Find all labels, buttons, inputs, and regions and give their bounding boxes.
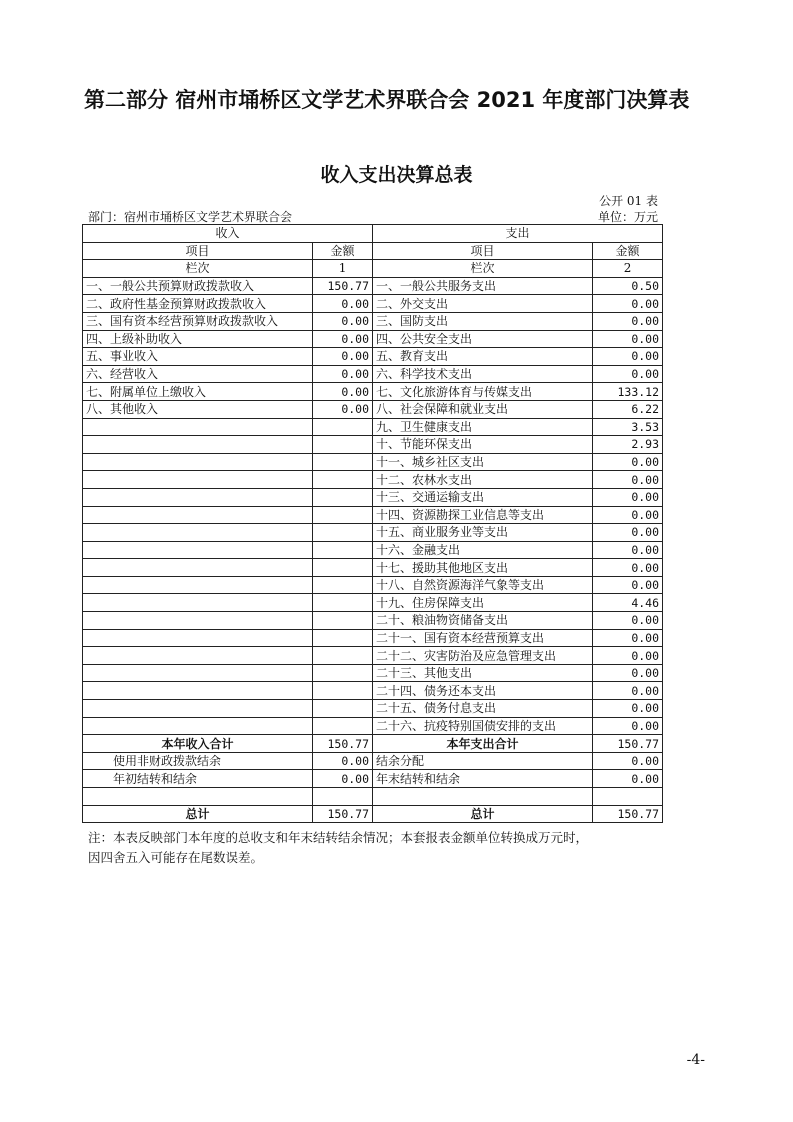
- expense-amount-cell: 0.00: [593, 559, 663, 577]
- unit-label: 单位：万元: [597, 210, 658, 224]
- table-row: [83, 295, 663, 313]
- expense-amount-cell: 0.00: [593, 664, 663, 682]
- header-row-section: [83, 225, 663, 243]
- income-item-cell: [83, 594, 313, 612]
- income-amount-cell: [313, 700, 373, 718]
- income-item-cell: [83, 541, 313, 559]
- income-item-cell: [83, 559, 313, 577]
- expense-amount-cell: 4.46: [593, 594, 663, 612]
- expense-item-cell: 十三、交通运输支出: [373, 488, 593, 506]
- row-no-label: 栏次: [83, 260, 313, 278]
- empty-cell: [313, 788, 373, 806]
- expense-item-cell: 十七、援助其他地区支出: [373, 559, 593, 577]
- income-amount-cell: 0.00: [313, 383, 373, 401]
- table-row: [83, 400, 663, 418]
- table-row: [83, 576, 663, 594]
- table-row: [83, 365, 663, 383]
- income-item-cell: 七、附属单位上缴收入: [83, 383, 313, 401]
- expense-amount-cell: 0.00: [593, 717, 663, 735]
- table-row: [83, 277, 663, 295]
- income-item-cell: 二、政府性基金预算财政拨款收入: [83, 295, 313, 313]
- empty-cell: [83, 788, 313, 806]
- table-row: [83, 418, 663, 436]
- income-item-cell: [83, 506, 313, 524]
- income-amount-cell: [313, 612, 373, 630]
- income-amount-header: 金额: [313, 242, 373, 260]
- expense-amount-cell: 2.93: [593, 436, 663, 454]
- expense-item-cell: 四、公共安全支出: [373, 330, 593, 348]
- expense-amount-cell: 0.00: [593, 647, 663, 665]
- income-item-cell: [83, 453, 313, 471]
- income-item-cell: 年初结转和结余: [83, 770, 313, 788]
- table-row: [83, 471, 663, 489]
- income-amount-cell: [313, 559, 373, 577]
- income-item-cell: [83, 436, 313, 454]
- income-item-cell: 使用非财政拨款结余: [83, 752, 313, 770]
- expense-item-cell: 二十四、债务还本支出: [373, 682, 593, 700]
- income-item-cell: 一、一般公共预算财政拨款收入: [83, 277, 313, 295]
- table-row: [83, 594, 663, 612]
- expense-item-cell: 二、外交支出: [373, 295, 593, 313]
- income-item-cell: [83, 418, 313, 436]
- income-item-cell: 五、事业收入: [83, 348, 313, 366]
- expense-amount-cell: 133.12: [593, 383, 663, 401]
- table-title: 收入支出决算总表: [320, 164, 473, 186]
- table-row: [83, 664, 663, 682]
- income-amount-cell: [313, 524, 373, 542]
- table-row: [83, 612, 663, 630]
- income-amount-cell: [313, 541, 373, 559]
- table-row: [83, 524, 663, 542]
- income-header: 收入: [83, 225, 373, 243]
- expense-item-cell: 年末结转和结余: [373, 770, 593, 788]
- expense-item-cell: 二十、粮油物资储备支出: [373, 612, 593, 630]
- table-row: [83, 312, 663, 330]
- income-amount-cell: 150.77: [313, 735, 373, 753]
- table-row: [83, 506, 663, 524]
- expense-item-cell: 十二、农林水支出: [373, 471, 593, 489]
- header-row-columns: [83, 242, 663, 260]
- table-row: [83, 752, 663, 770]
- income-item-cell: [83, 488, 313, 506]
- header-row-index: [83, 260, 663, 278]
- expense-amount-cell: 150.77: [593, 735, 663, 753]
- expense-amount-cell: 0.00: [593, 752, 663, 770]
- expense-item-cell: 十一、城乡社区支出: [373, 453, 593, 471]
- income-item-cell: [83, 647, 313, 665]
- income-item-cell: [83, 471, 313, 489]
- income-expense-table: [82, 224, 663, 823]
- income-amount-cell: 0.00: [313, 330, 373, 348]
- income-item-cell: [83, 682, 313, 700]
- table-row: [83, 717, 663, 735]
- expense-amount-cell: 6.22: [593, 400, 663, 418]
- expense-item-cell: 十、节能环保支出: [373, 436, 593, 454]
- footnote-line-1: 注：本表反映部门本年度的总收支和年末结转结余情况；本套报表金额单位转换成万元时，: [88, 830, 589, 845]
- table-row: [83, 436, 663, 454]
- department-label: 部门：宿州市埇桥区文学艺术界联合会: [88, 210, 293, 224]
- income-amount-cell: 0.00: [313, 365, 373, 383]
- income-amount-cell: 0.00: [313, 752, 373, 770]
- expense-item-cell: 二十三、其他支出: [373, 664, 593, 682]
- row-no-label: 栏次: [373, 260, 593, 278]
- table-row: [83, 453, 663, 471]
- expense-amount-cell: 0.00: [593, 541, 663, 559]
- expense-item-cell: 十五、商业服务业等支出: [373, 524, 593, 542]
- income-item-cell: 八、其他收入: [83, 400, 313, 418]
- income-amount-cell: [313, 436, 373, 454]
- expense-amount-cell: 0.00: [593, 488, 663, 506]
- part-title: 第二部分 宿州市埇桥区文学艺术界联合会 2021 年度部门决算表: [84, 88, 690, 112]
- table-row: [83, 770, 663, 788]
- income-item-cell: [83, 576, 313, 594]
- table-row: [83, 647, 663, 665]
- income-amount-cell: 150.77: [313, 805, 373, 823]
- expense-amount-cell: 0.00: [593, 770, 663, 788]
- empty-cell: [593, 788, 663, 806]
- income-amount-cell: 0.00: [313, 312, 373, 330]
- income-item-cell: 四、上级补助收入: [83, 330, 313, 348]
- expense-item-cell: 五、教育支出: [373, 348, 593, 366]
- footnote-line-2: 因四舍五入可能存在尾数误差。: [88, 850, 264, 865]
- expense-item-cell: 二十一、国有资本经营预算支出: [373, 629, 593, 647]
- table-row: [83, 541, 663, 559]
- expense-item-cell: 二十六、抗疫特别国债安排的支出: [373, 717, 593, 735]
- income-item-cell: [83, 629, 313, 647]
- expense-amount-cell: 0.00: [593, 682, 663, 700]
- form-code: 公开 01 表: [599, 194, 658, 208]
- table-row: [83, 488, 663, 506]
- expense-amount-cell: 0.00: [593, 471, 663, 489]
- empty-cell: [373, 788, 593, 806]
- expense-amount-cell: 0.50: [593, 277, 663, 295]
- page-number: -4-: [686, 1052, 705, 1068]
- table-row: [83, 700, 663, 718]
- income-item-header: 项目: [83, 242, 313, 260]
- income-amount-cell: [313, 629, 373, 647]
- expense-amount-cell: 0.00: [593, 365, 663, 383]
- expense-item-cell: 十四、资源勘探工业信息等支出: [373, 506, 593, 524]
- expense-item-header: 项目: [373, 242, 593, 260]
- year-total-row: [83, 735, 663, 753]
- income-amount-cell: [313, 506, 373, 524]
- income-item-cell: 总计: [83, 805, 313, 823]
- income-amount-cell: 150.77: [313, 277, 373, 295]
- income-item-cell: [83, 700, 313, 718]
- income-amount-cell: [313, 647, 373, 665]
- col-index-1: 1: [313, 260, 373, 278]
- blank-row: [83, 788, 663, 806]
- expense-item-cell: 十九、住房保障支出: [373, 594, 593, 612]
- income-amount-cell: [313, 594, 373, 612]
- expense-amount-cell: 0.00: [593, 629, 663, 647]
- expense-item-cell: 六、科学技术支出: [373, 365, 593, 383]
- income-amount-cell: [313, 488, 373, 506]
- table-row: [83, 629, 663, 647]
- income-amount-cell: [313, 717, 373, 735]
- expense-amount-header: 金额: [593, 242, 663, 260]
- income-item-cell: [83, 717, 313, 735]
- income-amount-cell: [313, 576, 373, 594]
- expense-amount-cell: 0.00: [593, 700, 663, 718]
- income-item-cell: [83, 524, 313, 542]
- income-item-cell: [83, 612, 313, 630]
- income-amount-cell: [313, 418, 373, 436]
- expense-item-cell: 十六、金融支出: [373, 541, 593, 559]
- expense-amount-cell: 0.00: [593, 453, 663, 471]
- expense-amount-cell: 3.53: [593, 418, 663, 436]
- table-row: [83, 348, 663, 366]
- expense-item-cell: 一、一般公共服务支出: [373, 277, 593, 295]
- income-amount-cell: 0.00: [313, 400, 373, 418]
- expense-amount-cell: 0.00: [593, 524, 663, 542]
- expense-item-cell: 七、文化旅游体育与传媒支出: [373, 383, 593, 401]
- table-row: [83, 559, 663, 577]
- income-amount-cell: 0.00: [313, 295, 373, 313]
- income-item-cell: 三、国有资本经营预算财政拨款收入: [83, 312, 313, 330]
- expense-amount-cell: 0.00: [593, 312, 663, 330]
- col-index-2: 2: [593, 260, 663, 278]
- table-row: [83, 682, 663, 700]
- expense-header: 支出: [373, 225, 663, 243]
- income-amount-cell: [313, 664, 373, 682]
- expense-item-cell: 二十五、债务付息支出: [373, 700, 593, 718]
- table-row: [83, 383, 663, 401]
- income-amount-cell: 0.00: [313, 770, 373, 788]
- expense-amount-cell: 0.00: [593, 348, 663, 366]
- expense-item-cell: 九、卫生健康支出: [373, 418, 593, 436]
- grand-total-row: [83, 805, 663, 823]
- expense-amount-cell: 0.00: [593, 612, 663, 630]
- expense-amount-cell: 150.77: [593, 805, 663, 823]
- expense-amount-cell: 0.00: [593, 330, 663, 348]
- income-item-cell: [83, 664, 313, 682]
- table-row: [83, 330, 663, 348]
- expense-item-cell: 十八、自然资源海洋气象等支出: [373, 576, 593, 594]
- expense-item-cell: 结余分配: [373, 752, 593, 770]
- income-item-cell: 六、经营收入: [83, 365, 313, 383]
- expense-item-cell: 三、国防支出: [373, 312, 593, 330]
- income-amount-cell: [313, 471, 373, 489]
- expense-amount-cell: 0.00: [593, 576, 663, 594]
- footnote: [88, 828, 668, 868]
- expense-amount-cell: 0.00: [593, 295, 663, 313]
- income-amount-cell: [313, 682, 373, 700]
- income-amount-cell: 0.00: [313, 348, 373, 366]
- income-amount-cell: [313, 453, 373, 471]
- expense-item-cell: 本年支出合计: [373, 735, 593, 753]
- expense-amount-cell: 0.00: [593, 506, 663, 524]
- expense-item-cell: 八、社会保障和就业支出: [373, 400, 593, 418]
- income-item-cell: 本年收入合计: [83, 735, 313, 753]
- expense-item-cell: 总计: [373, 805, 593, 823]
- expense-item-cell: 二十二、灾害防治及应急管理支出: [373, 647, 593, 665]
